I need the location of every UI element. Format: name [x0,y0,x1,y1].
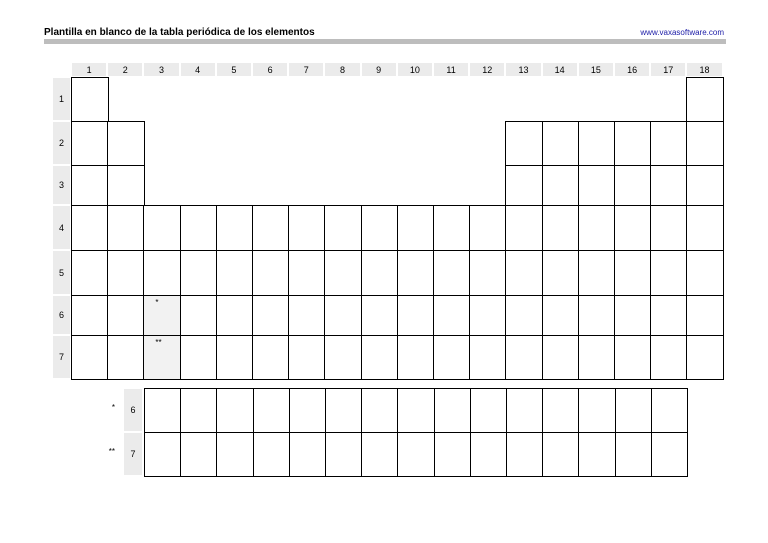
group-label: 4 [181,63,215,76]
element-cell [107,205,145,251]
f-block-cell [578,388,616,433]
element-cell [252,250,290,296]
element-cell [361,295,399,336]
element-cell [361,250,399,296]
element-cell [505,295,543,336]
element-cell [397,205,435,251]
period-label: 7 [53,336,70,378]
element-cell [542,295,580,336]
element-cell [180,335,218,380]
element-cell [542,205,580,251]
element-cell [216,250,254,296]
f-block-cell [506,388,544,433]
element-cell [71,335,109,380]
group-label: 8 [325,63,359,76]
f-block-cell [325,432,363,477]
element-cell [542,121,580,166]
f-block-cell [325,388,363,433]
actinide-marker: ** [155,338,162,347]
element-cell [686,121,724,166]
element-cell [433,335,471,380]
element-cell [433,295,471,336]
group-label: 2 [108,63,142,76]
f-block-period-label: 7 [124,433,142,475]
element-cell [578,121,616,166]
group-label: 3 [144,63,178,76]
element-cell [252,335,290,380]
f-block-cell [651,432,689,477]
f-block-cell [542,432,580,477]
element-cell [288,335,326,380]
element-cell [180,250,218,296]
f-block-cell [289,432,327,477]
element-cell [650,250,688,296]
element-cell [469,335,507,380]
element-cell [107,250,145,296]
group-label: 11 [434,63,468,76]
element-cell [686,250,724,296]
element-cell [505,121,543,166]
f-block-cell [361,388,399,433]
element-cell [578,205,616,251]
element-cell [361,205,399,251]
period-label: 2 [53,122,70,164]
f-block-cell [434,388,472,433]
f-block-cell [615,388,653,433]
f-block-cell [578,432,616,477]
website-link[interactable]: www.vaxasoftware.com [640,28,724,37]
element-cell [252,205,290,251]
element-cell [397,295,435,336]
f-block-cell [216,388,254,433]
group-label: 16 [615,63,649,76]
lanthanide-marker: * [155,298,159,307]
f-block-period-label: 6 [124,389,142,431]
element-cell [614,165,652,206]
group-label: 13 [506,63,540,76]
f-block-cell [253,388,291,433]
element-cell [397,250,435,296]
f-block-cell [615,432,653,477]
element-cell [686,77,724,122]
f-block-marker: ** [108,447,115,456]
element-cell [650,121,688,166]
element-cell [216,295,254,336]
placeholder-cell [143,335,181,380]
f-block-cell [289,388,327,433]
element-cell [143,250,181,296]
period-label: 1 [53,78,70,120]
element-cell [216,205,254,251]
element-cell [542,165,580,206]
f-block-cell [180,432,218,477]
element-cell [288,250,326,296]
element-cell [614,205,652,251]
f-block-cell [506,432,544,477]
f-block-cell [470,432,508,477]
element-cell [469,295,507,336]
element-cell [650,335,688,380]
group-label: 15 [579,63,613,76]
element-cell [324,250,362,296]
period-label: 6 [53,296,70,334]
element-cell [505,205,543,251]
element-cell [71,250,109,296]
element-cell [578,335,616,380]
element-cell [469,205,507,251]
element-cell [650,205,688,251]
element-cell [686,205,724,251]
f-block-cell [180,388,218,433]
element-cell [71,205,109,251]
element-cell [650,295,688,336]
page-title: Plantilla en blanco de la tabla periódica de los elementos [44,27,315,38]
f-block-cell [470,388,508,433]
period-label: 4 [53,206,70,249]
element-cell [650,165,688,206]
group-label: 6 [253,63,287,76]
group-label: 10 [398,63,432,76]
f-block-cell [434,432,472,477]
element-cell [107,165,145,206]
element-cell [578,295,616,336]
group-label: 14 [543,63,577,76]
group-label: 12 [470,63,504,76]
period-label: 5 [53,251,70,294]
element-cell [505,165,543,206]
f-block-cell [542,388,580,433]
element-cell [107,121,145,166]
element-cell [686,335,724,380]
f-block-cell [651,388,689,433]
element-cell [686,165,724,206]
element-cell [614,121,652,166]
element-cell [107,335,145,380]
f-block-cell [361,432,399,477]
period-label: 3 [53,166,70,204]
placeholder-cell [143,295,181,336]
element-cell [361,335,399,380]
element-cell [71,165,109,206]
element-cell [288,295,326,336]
element-cell [614,335,652,380]
element-cell [71,121,109,166]
element-cell [397,335,435,380]
element-cell [71,295,109,336]
f-block-marker: * [111,403,115,412]
element-cell [107,295,145,336]
group-label: 5 [217,63,251,76]
element-cell [542,335,580,380]
header-rule [44,39,726,44]
group-label: 17 [651,63,685,76]
f-block-cell [253,432,291,477]
element-cell [324,205,362,251]
element-cell [180,295,218,336]
group-label: 9 [362,63,396,76]
element-cell [143,205,181,251]
element-cell [288,205,326,251]
f-block-cell [397,388,435,433]
element-cell [578,165,616,206]
group-label: 7 [289,63,323,76]
element-cell [324,335,362,380]
element-cell [71,77,109,122]
group-label: 18 [687,63,721,76]
element-cell [216,335,254,380]
element-cell [433,250,471,296]
element-cell [324,295,362,336]
element-cell [433,205,471,251]
element-cell [614,295,652,336]
element-cell [614,250,652,296]
element-cell [180,205,218,251]
f-block-cell [144,432,182,477]
element-cell [505,335,543,380]
element-cell [578,250,616,296]
element-cell [252,295,290,336]
f-block-cell [216,432,254,477]
element-cell [469,250,507,296]
f-block-cell [397,432,435,477]
element-cell [686,295,724,336]
element-cell [542,250,580,296]
group-label: 1 [72,63,106,76]
f-block-cell [144,388,182,433]
element-cell [505,250,543,296]
